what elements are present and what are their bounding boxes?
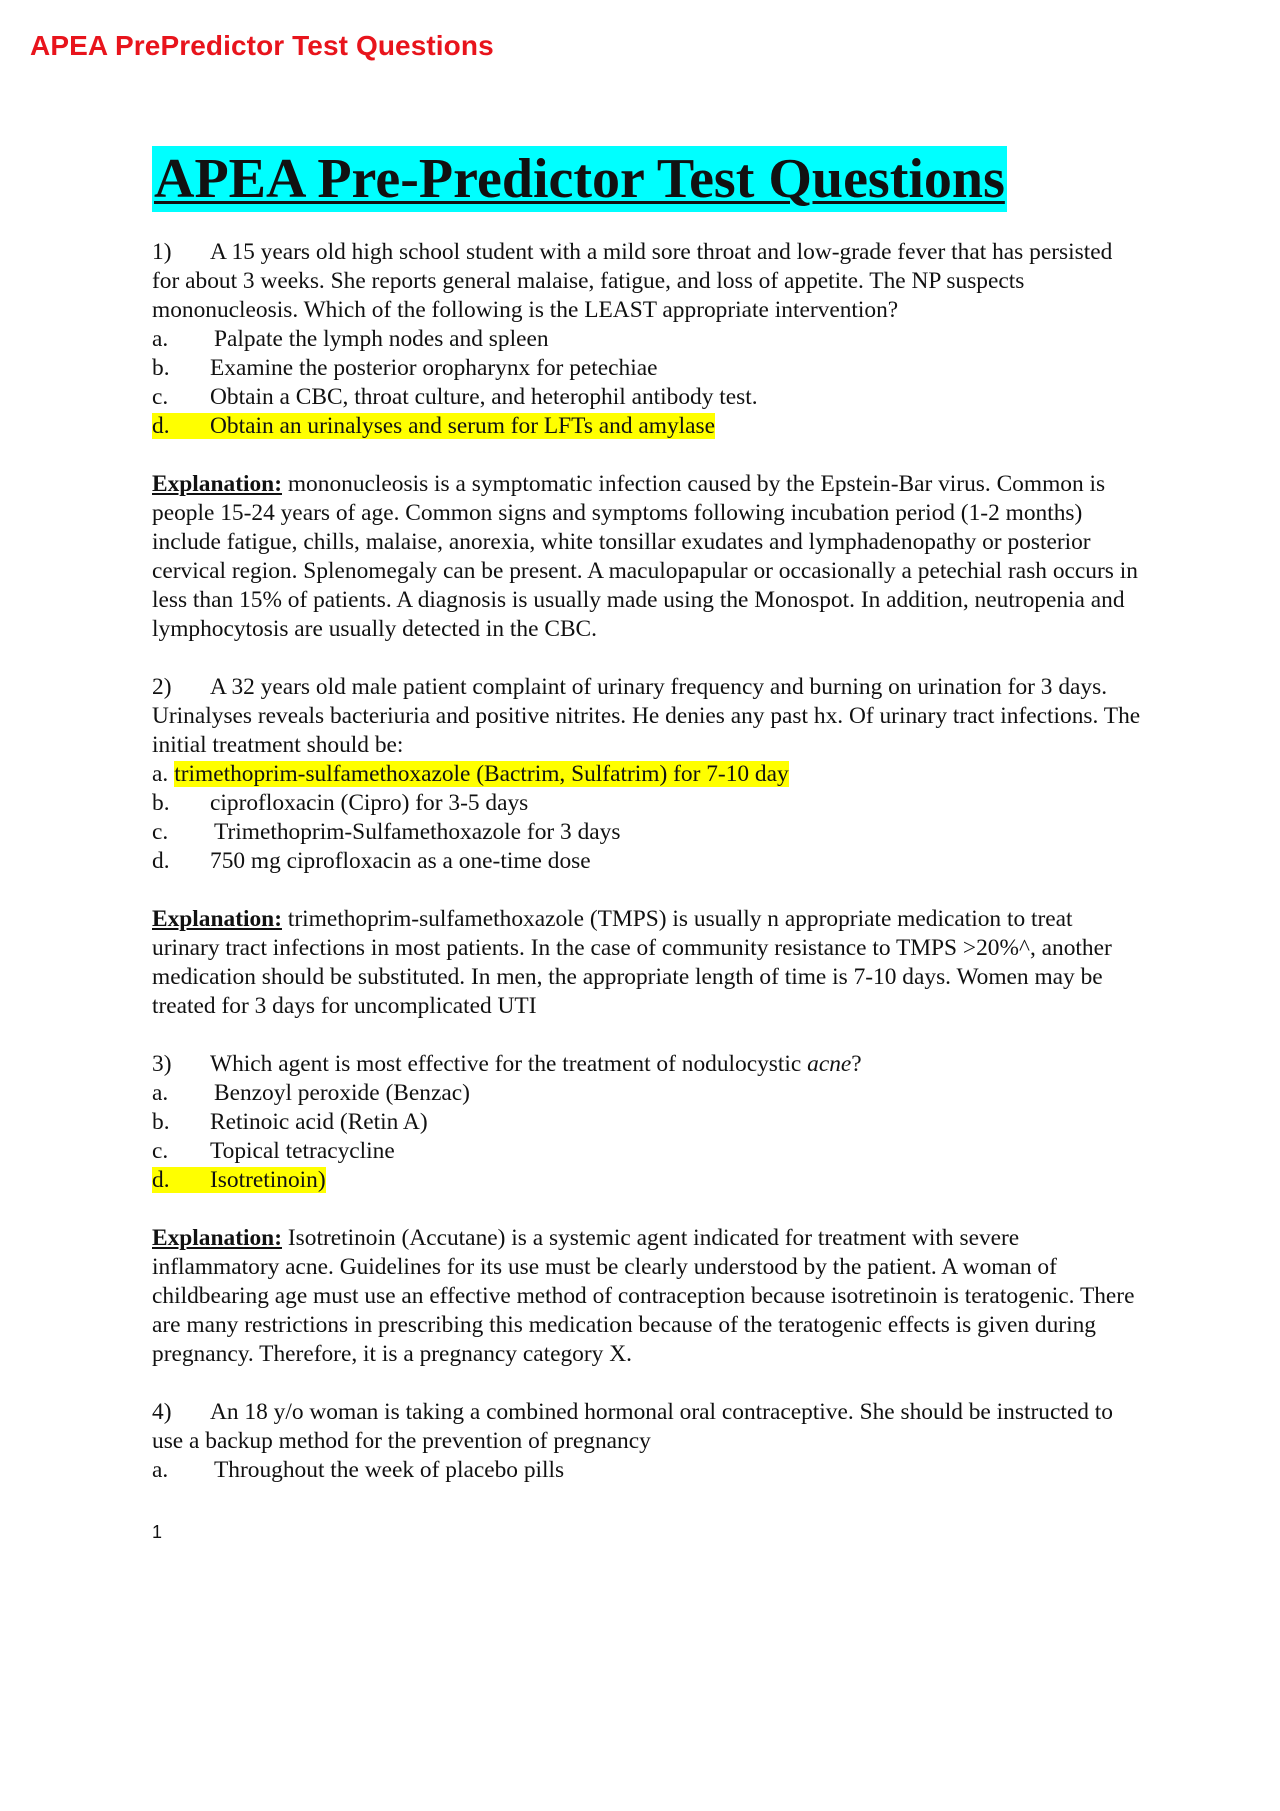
- explanation-label: Explanation:: [152, 906, 282, 932]
- option-letter: c.: [152, 1138, 169, 1164]
- option-letter: d.: [152, 1167, 170, 1193]
- option-text: Obtain an urinalyses and serum for LFTs and amylase: [210, 413, 716, 439]
- option-a: [152, 1456, 1142, 1485]
- question-2: [152, 673, 1142, 760]
- option-letter: c.: [152, 819, 169, 845]
- option-text: Palpate the lymph nodes and spleen: [214, 326, 549, 352]
- option-letter: d.: [152, 413, 170, 439]
- explanation-text: trimethoprim-sulfamethoxazole (TMPS) is usually n appropriate medication to treat urinary tract infections in most patients. In the case of community resistance to TMPS >20%^, another medication should be substituted. In men, the appropriate length of time is 7-10 days. Women may be treated for 3 days for uncomplicated UTI: [152, 906, 1112, 1019]
- option-a: [152, 325, 1142, 354]
- option-text: ciprofloxacin (Cipro) for 3-5 days: [210, 790, 529, 816]
- explanation-2: [152, 905, 1142, 1021]
- option-b: [152, 789, 1142, 818]
- question-4-options: [152, 1456, 1142, 1485]
- option-text: Isotretinoin): [210, 1167, 326, 1193]
- option-text: Topical tetracycline: [210, 1138, 395, 1164]
- explanation-3: [152, 1224, 1142, 1369]
- correct-answer-highlight: [152, 413, 715, 439]
- option-text: trimethoprim-sulfamethoxazole (Bactrim, Sulfatrim) for 7-10 day: [174, 761, 789, 787]
- option-d-correct: [152, 1166, 1142, 1195]
- option-letter: b.: [152, 355, 170, 381]
- page-number: 1: [152, 1522, 163, 1542]
- question-number: 2): [152, 674, 172, 700]
- question-text-italic: acne: [807, 1051, 852, 1077]
- explanation-text: mononucleosis is a symptomatic infection caused by the Epstein-Bar virus. Common is people 15-24 years of age. Common signs and symptoms following incubation period (1-2 months) include fatigue, chills, malaise, anorexia, white tonsillar exudates and lymphadenopathy or posterior cervical region. Splenomegaly can be present. A maculopapular or occasionally a petechial rash occurs in less than 15% of patients. A diagnosis is usually made using the Monospot. In addition, neutropenia and lymphocytosis are usually detected in the CBC.: [152, 471, 1138, 642]
- correct-answer-highlight: [152, 1167, 326, 1193]
- option-letter: d.: [152, 848, 170, 874]
- option-d: [152, 847, 1142, 876]
- option-d-correct: [152, 412, 1142, 441]
- option-b: [152, 354, 1142, 383]
- option-letter: a.: [152, 761, 169, 787]
- document-header-banner: APEA PrePredictor Test Questions: [30, 30, 494, 61]
- explanation-label: Explanation:: [152, 471, 282, 497]
- option-letter: a.: [152, 1457, 169, 1483]
- option-text: Obtain a CBC, throat culture, and heterophil antibody test.: [210, 384, 758, 410]
- question-number: 1): [152, 239, 172, 265]
- explanation-text: Isotretinoin (Accutane) is a systemic agent indicated for treatment with severe inflammatory acne. Guidelines for its use must be clearly understood by the patient. A woman of childbearing age must use an effective method of contraception because isotretinoin is teratogenic. There are many restrictions in prescribing this medication because of the teratogenic effects is given during pregnancy. Therefore, it is a pregnancy category X.: [152, 1225, 1135, 1367]
- option-c: [152, 818, 1142, 847]
- option-letter: a.: [152, 1080, 169, 1106]
- question-2-options: [152, 760, 1142, 876]
- option-text: Trimethoprim-Sulfamethoxazole for 3 days: [214, 819, 621, 845]
- question-3: [152, 1050, 1142, 1079]
- option-letter: a.: [152, 326, 169, 352]
- option-text: Retinoic acid (Retin A): [210, 1109, 428, 1135]
- question-1-options: [152, 325, 1142, 441]
- explanation-label: Explanation:: [152, 1225, 282, 1251]
- option-letter: c.: [152, 384, 169, 410]
- question-text-end: ?: [851, 1051, 862, 1077]
- option-text: Benzoyl peroxide (Benzac): [214, 1080, 470, 1106]
- question-text: An 18 y/o woman is taking a combined hormonal oral contraceptive. She should be instructed to use a backup method for the prevention of pregnancy: [152, 1399, 1113, 1454]
- question-1: [152, 238, 1142, 325]
- question-3-options: [152, 1079, 1142, 1195]
- option-letter: b.: [152, 790, 170, 816]
- option-a: [152, 1079, 1142, 1108]
- option-text: Throughout the week of placebo pills: [214, 1457, 565, 1483]
- question-text: A 15 years old high school student with a mild sore throat and low-grade fever that has persisted for about 3 weeks. She reports general malaise, fatigue, and loss of appetite. The NP suspects mononucleosis. Which of the following is the LEAST appropriate intervention?: [152, 239, 1113, 323]
- option-letter: b.: [152, 1109, 170, 1135]
- option-b: [152, 1108, 1142, 1137]
- option-c: [152, 383, 1142, 412]
- option-text: 750 mg ciprofloxacin as a one-time dose: [210, 848, 591, 874]
- question-text: A 32 years old male patient complaint of urinary frequency and burning on urination for 3 days. Urinalyses reveals bacteriuria and positive nitrites. He denies any past hx. Of urinary tract infections. The initial treatment should be:: [152, 674, 1141, 758]
- page-title: APEA Pre-Predictor Test Questions: [154, 148, 1005, 210]
- option-text: Examine the posterior oropharynx for petechiae: [210, 355, 658, 381]
- option-c: [152, 1137, 1142, 1166]
- explanation-1: [152, 470, 1142, 644]
- option-a-correct: [152, 760, 1142, 789]
- document-body: [152, 146, 1142, 1485]
- question-text: Which agent is most effective for the treatment of nodulocystic: [210, 1051, 808, 1077]
- question-number: 4): [152, 1399, 172, 1425]
- question-4: [152, 1398, 1142, 1456]
- question-number: 3): [152, 1051, 172, 1077]
